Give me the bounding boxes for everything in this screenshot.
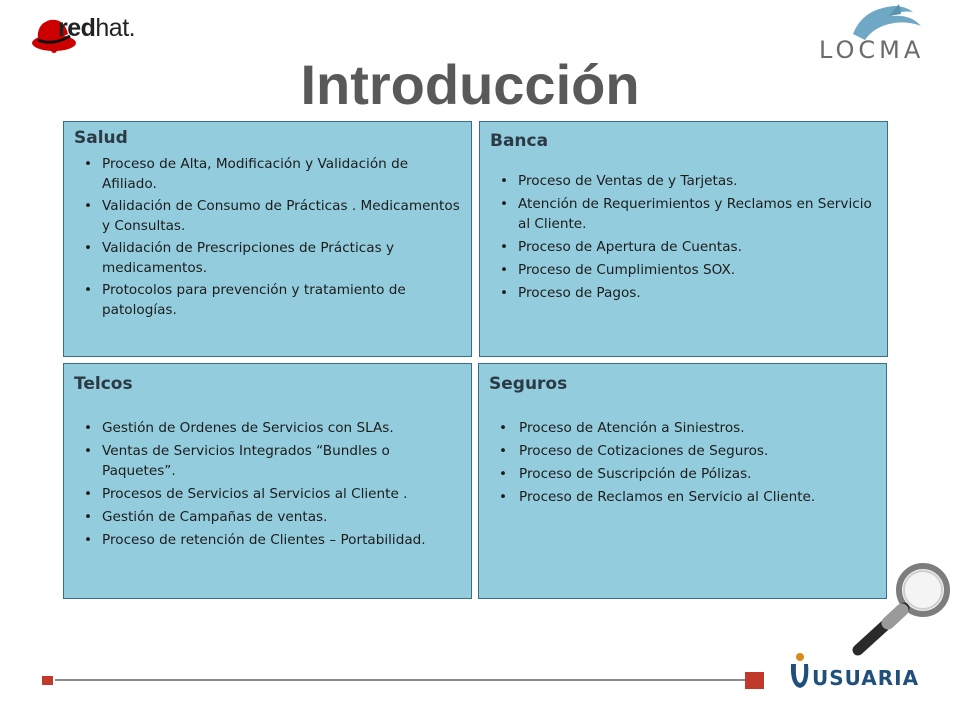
panel-title: Seguros <box>489 374 568 394</box>
list-item: • Atención de Requerimientos y Reclamos en Servicio al Cliente. <box>500 196 872 232</box>
list-item: • Ventas de Servicios Integrados “Bundles o Paquetes”. <box>84 443 390 479</box>
list-item: • Protocolos para prevención y tratamiento de patologías. <box>84 282 406 318</box>
page-title: Introducción <box>300 53 640 116</box>
banca-list <box>490 171 877 303</box>
list-item: • Proceso de Apertura de Cuentas. <box>500 239 742 255</box>
list-item: • Proceso de Pagos. <box>500 285 641 301</box>
list-item: • Procesos de Servicios al Servicios al Cliente . <box>84 486 408 502</box>
list-item: • Proceso de Cumplimientos SOX. <box>500 262 736 278</box>
list-item: • Proceso de Cotizaciones de Seguros. <box>499 443 769 459</box>
footer-divider <box>55 679 753 681</box>
list-item: • Proceso de Atención a Siniestros. <box>499 420 745 436</box>
banca-panel <box>479 121 888 357</box>
panel-title: Salud <box>74 128 128 148</box>
salud-list <box>74 155 461 320</box>
footer-accent-square <box>42 676 53 685</box>
telcos-panel <box>63 363 472 599</box>
list-item: • Proceso de retención de Clientes – Portabilidad. <box>84 532 426 548</box>
telcos-list <box>74 418 461 550</box>
seguros-list <box>489 418 876 507</box>
salud-panel <box>63 121 472 357</box>
usuaria-figure-icon <box>786 652 814 692</box>
list-item: • Proceso de Alta, Modificación y Validación de Afiliado. <box>84 156 409 192</box>
list-item: • Gestión de Ordenes de Servicios con SLAs. <box>84 420 394 436</box>
list-item: • Proceso de Reclamos en Servicio al Cliente. <box>499 489 816 505</box>
list-item: • Gestión de Campañas de ventas. <box>84 509 328 525</box>
list-item: • Proceso de Suscripción de Pólizas. <box>499 466 752 482</box>
magnifying-glass-icon <box>838 560 958 660</box>
redhat-wordmark: redhat. <box>58 14 136 42</box>
svg-text:LOCMA: LOCMA <box>819 36 925 64</box>
list-item: • Validación de Consumo de Prácticas . Medicamentos y Consultas. <box>84 198 460 234</box>
panel-title: Banca <box>490 131 549 151</box>
footer-accent-square <box>745 672 764 689</box>
usuaria-wordmark: USUARIA <box>812 666 920 690</box>
panel-title: Telcos <box>74 374 133 394</box>
seguros-panel <box>478 363 887 599</box>
list-item: • Proceso de Ventas de y Tarjetas. <box>500 173 738 189</box>
list-item: • Validación de Prescripciones de Prácticas y medicamentos. <box>84 240 395 276</box>
